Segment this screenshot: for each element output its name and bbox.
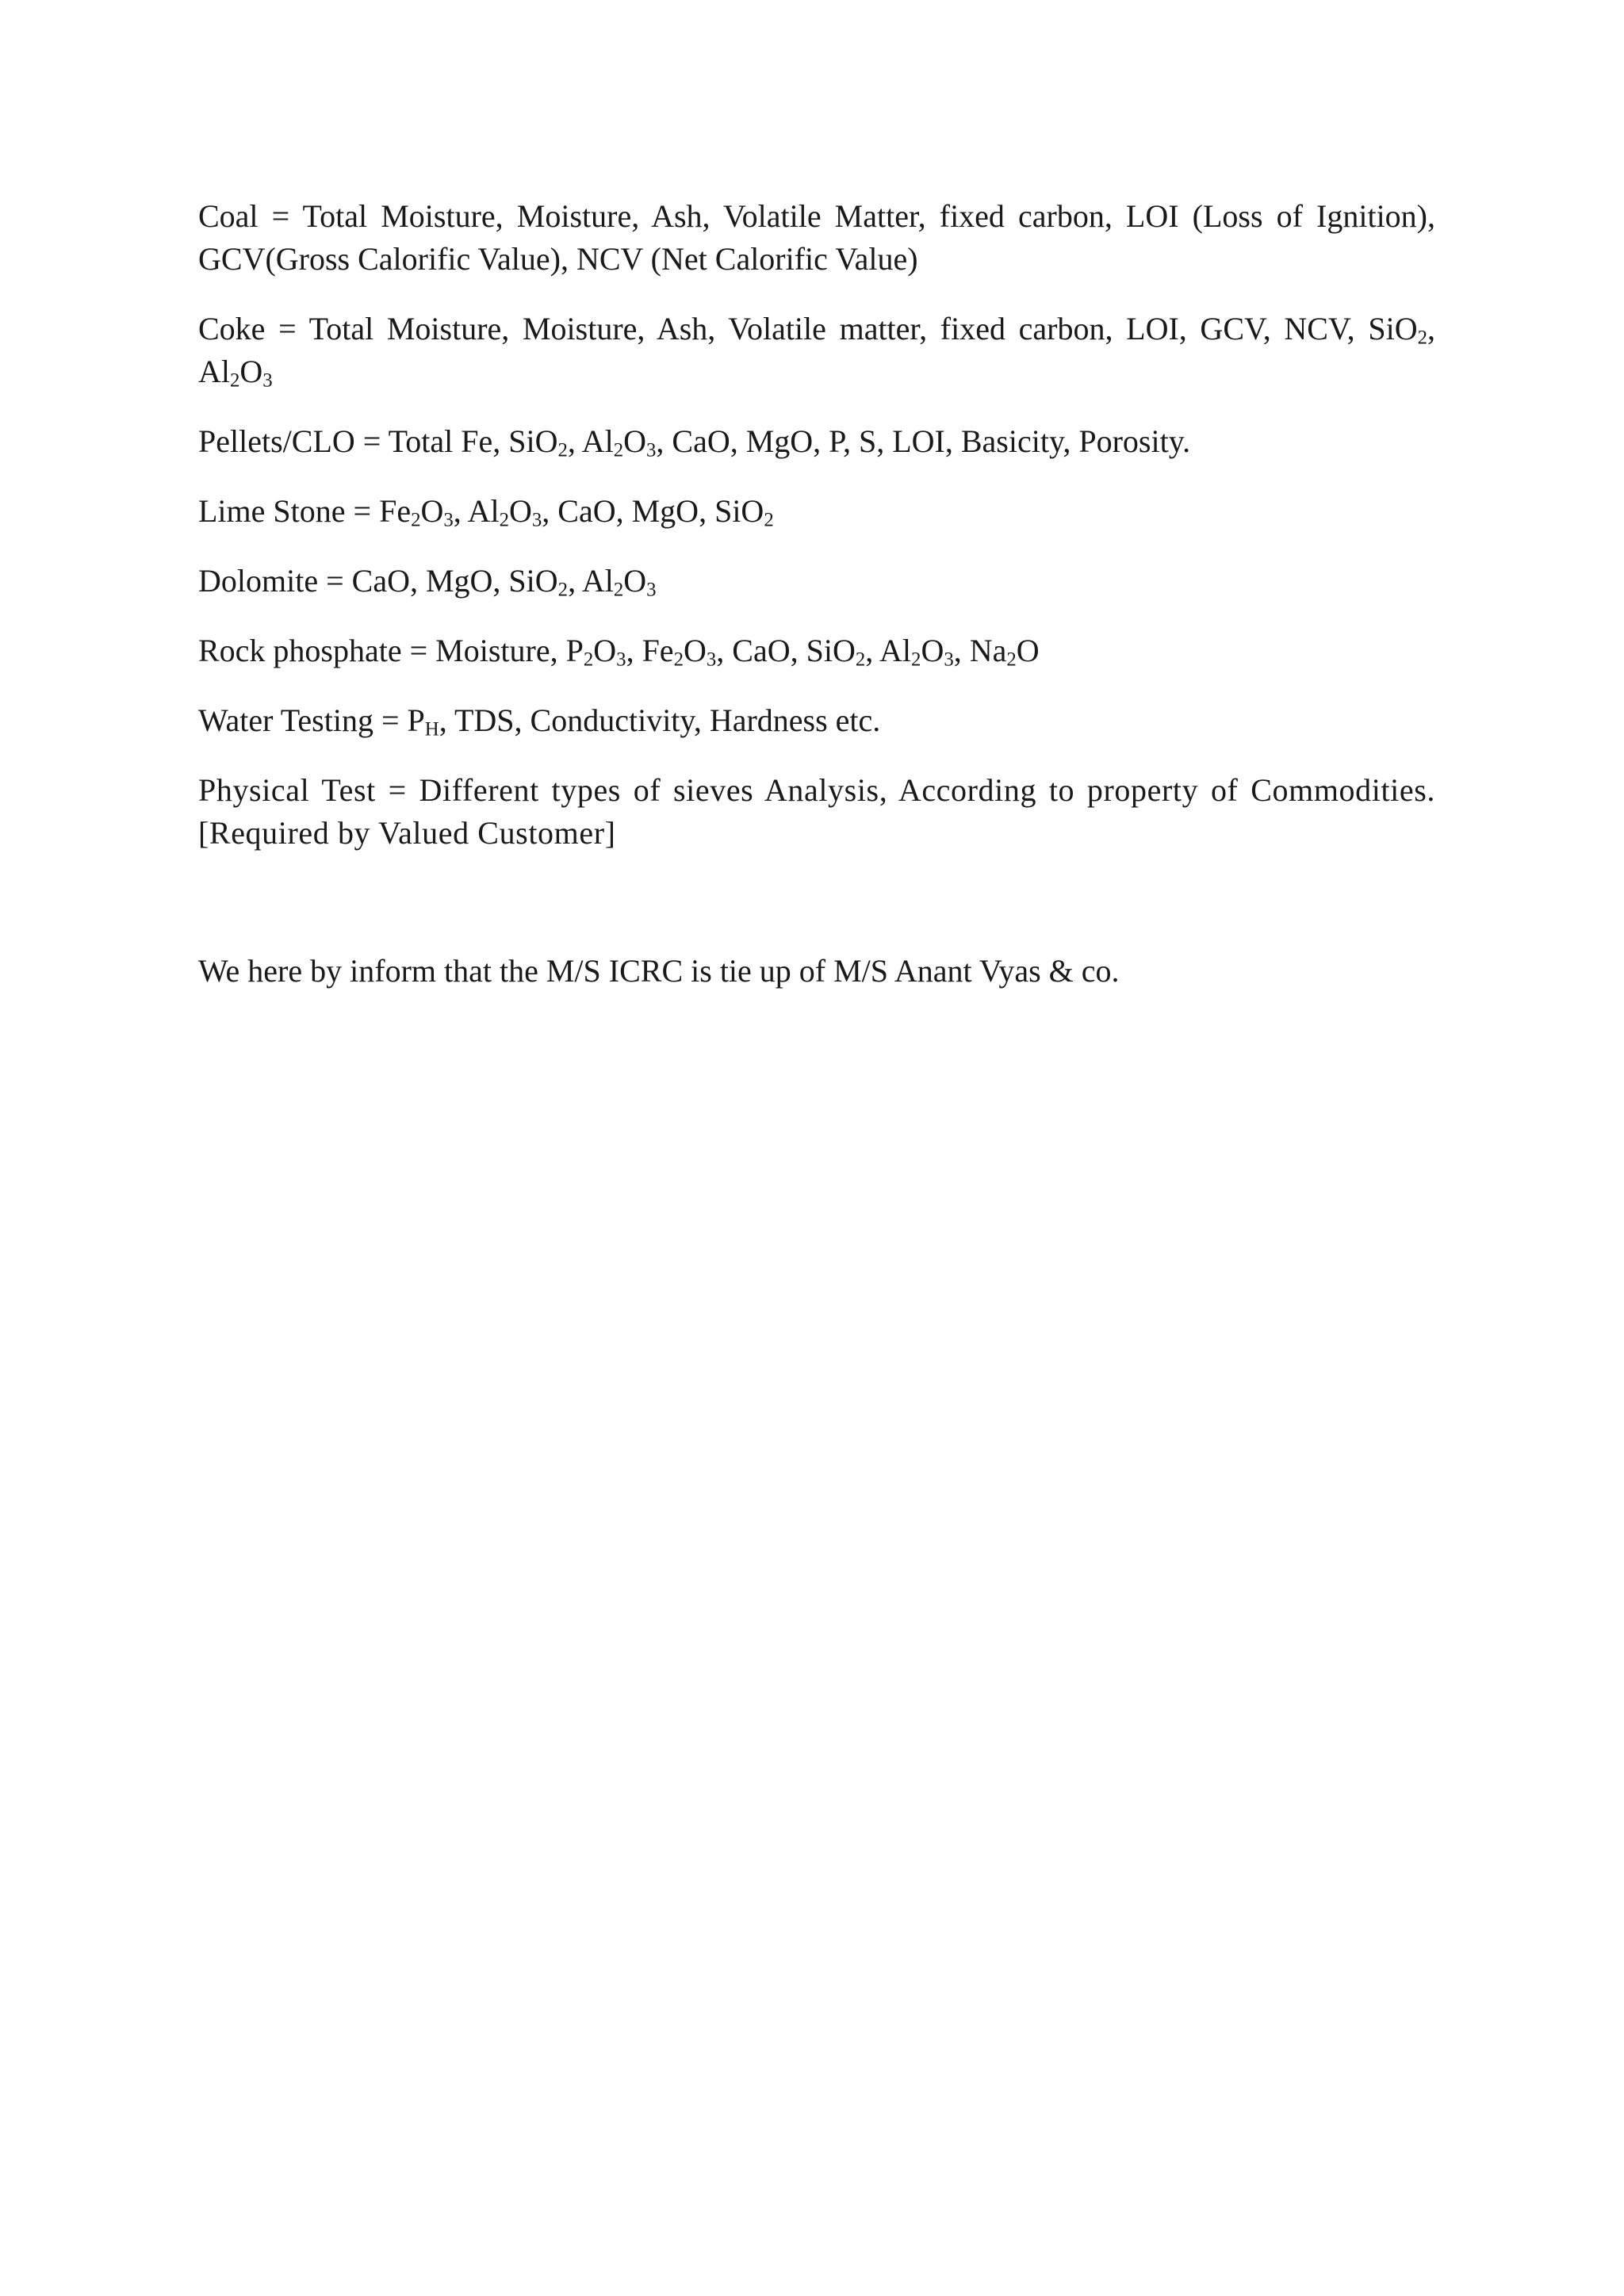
- coal-paragraph: [198, 195, 1435, 281]
- subscript-text: 2: [230, 369, 240, 392]
- subscript-text: 2: [557, 579, 569, 601]
- text-run: O: [623, 563, 647, 599]
- subscript-text: 2: [911, 649, 921, 671]
- subscript-text: 3: [262, 369, 273, 392]
- subscript-text: 3: [944, 649, 954, 671]
- water-testing-paragraph: [198, 699, 1435, 742]
- text-run: , Fe: [626, 633, 674, 668]
- text-run: Water Testing = P: [198, 702, 425, 738]
- text-run: , CaO, MgO, SiO: [542, 493, 764, 529]
- physical-test-paragraph: [198, 769, 1435, 855]
- text-run: , Al: [198, 311, 1435, 389]
- subscript-text: 3: [616, 649, 626, 671]
- pellets-paragraph: [198, 420, 1435, 463]
- subscript-text: 3: [646, 579, 657, 601]
- text-run: O: [683, 633, 707, 668]
- subscript-text: 2: [1006, 649, 1017, 671]
- text-run: Rock phosphate = Moisture, P: [198, 633, 584, 668]
- subscript-text: 3: [706, 649, 717, 671]
- text-run: , Al: [453, 493, 500, 529]
- text-run: O: [420, 493, 444, 529]
- subscript-text: 3: [645, 439, 657, 461]
- tie-up-notice-paragraph: [198, 950, 1435, 993]
- text-run: , Al: [865, 633, 912, 668]
- text-run: Physical Test = Different types of sieves Analysis, According to property of Commodities. [Required by Valued Customer]: [198, 772, 1435, 851]
- subscript-text: 3: [531, 509, 542, 531]
- subscript-text: 3: [443, 509, 454, 531]
- rock-phosphate-paragraph: [198, 629, 1435, 672]
- subscript-text: H: [424, 718, 439, 740]
- subscript-text: 2: [613, 439, 624, 461]
- text-run: O: [509, 493, 532, 529]
- text-run: Dolomite = CaO, MgO, SiO: [198, 563, 558, 599]
- text-run: , Al: [567, 423, 614, 459]
- dolomite-paragraph: [198, 560, 1435, 603]
- text-run: O: [623, 423, 646, 459]
- subscript-text: 2: [583, 649, 594, 671]
- text-run: , Al: [568, 563, 614, 599]
- subscript-text: 2: [764, 509, 774, 531]
- text-run: Pellets/CLO = Total Fe, SiO: [198, 423, 558, 459]
- text-run: O: [239, 354, 263, 389]
- text-run: O: [593, 633, 617, 668]
- document-body: [198, 195, 1435, 1020]
- subscript-text: 2: [673, 649, 684, 671]
- text-run: Coal = Total Moisture, Moisture, Ash, Volatile Matter, fixed carbon, LOI (Loss of Ignition), GCV(Gross Calorific Value), NCV (Net Calorific Value): [198, 198, 1435, 277]
- text-run: O: [921, 633, 944, 668]
- text-run: , TDS, Conductivity, Hardness etc.: [439, 702, 881, 738]
- text-run: , Na: [953, 633, 1007, 668]
- subscript-text: 2: [557, 439, 568, 461]
- text-run: Coke = Total Moisture, Moisture, Ash, Volatile matter, fixed carbon, LOI, GCV, NCV, SiO: [198, 311, 1418, 346]
- subscript-text: 2: [1417, 327, 1427, 349]
- text-run: , CaO, MgO, P, S, LOI, Basicity, Porosity.: [656, 423, 1191, 459]
- subscript-text: 2: [411, 509, 421, 531]
- coke-paragraph: [198, 308, 1435, 393]
- subscript-text: 2: [613, 579, 624, 601]
- text-run: O: [1016, 633, 1040, 668]
- subscript-text: 2: [499, 509, 509, 531]
- subscript-text: 2: [855, 649, 866, 671]
- limestone-paragraph: [198, 490, 1435, 533]
- text-run: Lime Stone = Fe: [198, 493, 412, 529]
- text-run: We here by inform that the M/S ICRC is tie up of M/S Anant Vyas & co.: [198, 953, 1120, 989]
- text-run: , CaO, SiO: [716, 633, 856, 668]
